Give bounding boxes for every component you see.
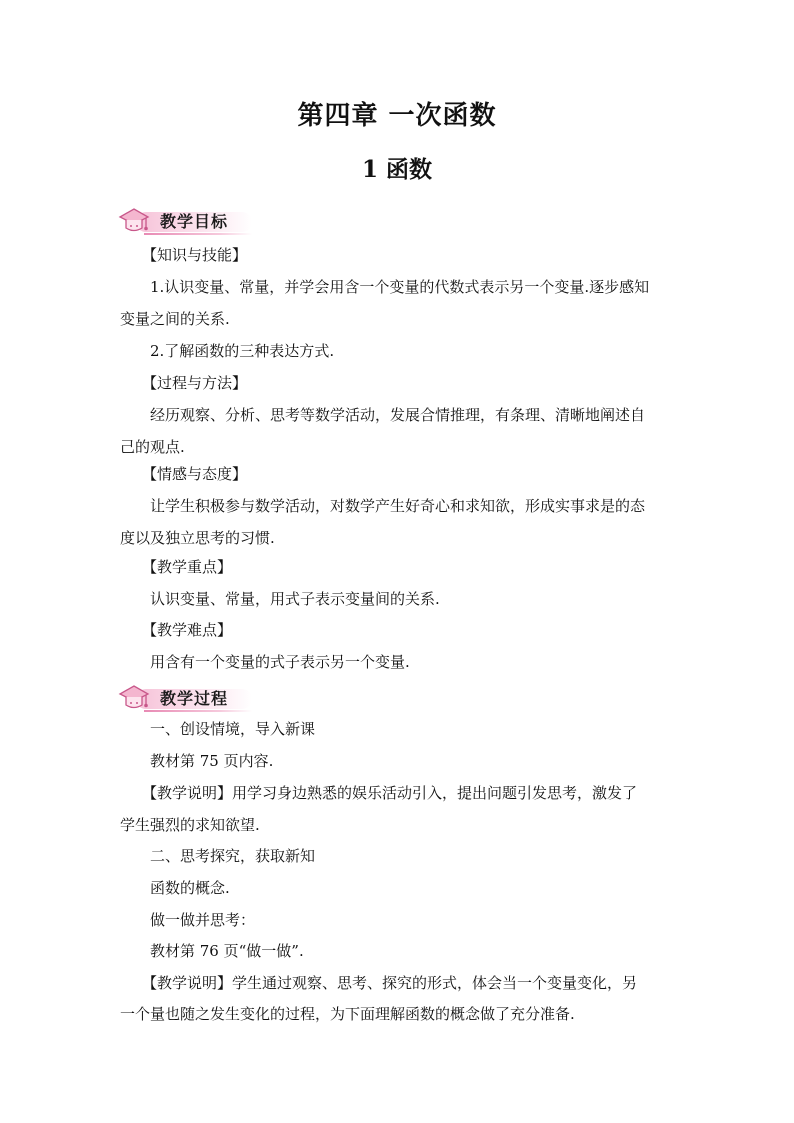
mortarboard-doodle-icon [116, 205, 152, 237]
section-label-objectives: 教学目标 [160, 212, 229, 231]
teaching-note: 【教学说明】用学习身边熟悉的娱乐活动引入，提出问题引发思考，激发了 [142, 784, 638, 802]
text-line: 让学生积极参与数学活动，对数学产生好奇心和求知欲，形成实事求是的态 [150, 497, 646, 515]
text-line: 一个量也随之发生变化的过程，为下面理解函数的概念做了充分准备. [120, 1005, 575, 1023]
text-line: 经历观察、分析、思考等数学活动，发展合情推理，有条理、清晰地阐述自 [150, 406, 646, 424]
text-line: 变量之间的关系. [120, 310, 230, 328]
heading-difficulties: 【教学难点】 [142, 621, 233, 639]
section-badge-underline [144, 233, 252, 235]
text-line: 己的观点. [120, 438, 185, 456]
text-line: 教材第 76 页“做一做”. [150, 942, 304, 960]
section-header-process [116, 682, 256, 714]
teaching-note: 【教学说明】学生通过观察、思考、探究的形式，体会当一个变量变化，另 [142, 974, 638, 992]
heading-knowledge-skills: 【知识与技能】 [142, 246, 248, 264]
text-line: 函数的概念. [150, 879, 230, 897]
section-header-objectives [116, 205, 256, 237]
text-line: 认识变量、常量，用式子表示变量间的关系. [150, 590, 440, 608]
text-line: 做一做并思考： [150, 911, 256, 929]
text-line: 教材第 75 页内容. [150, 752, 274, 770]
text-line: 用含有一个变量的式子表示另一个变量. [150, 653, 410, 671]
text-line: 度以及独立思考的习惯. [120, 529, 275, 547]
text-line: 1.认识变量、常量，并学会用含一个变量的代数式表示另一个变量.逐步感知 [150, 278, 650, 296]
text-line: 2.了解函数的三种表达方式. [150, 342, 335, 360]
mortarboard-doodle-icon [116, 682, 152, 714]
heading-process-method: 【过程与方法】 [142, 374, 248, 392]
page-title: 第四章 一次函数 [297, 101, 497, 131]
section-label-process: 教学过程 [160, 689, 229, 708]
subheading-create-context: 一、创设情境，导入新课 [150, 720, 316, 738]
text-line: 学生强烈的求知欲望. [120, 816, 260, 834]
subheading-explore: 二、思考探究，获取新知 [150, 847, 316, 865]
section-badge-underline [144, 710, 252, 712]
page-subtitle: 1 函数 [361, 156, 432, 183]
heading-key-points: 【教学重点】 [142, 558, 233, 576]
heading-emotion-attitude: 【情感与态度】 [142, 465, 248, 483]
